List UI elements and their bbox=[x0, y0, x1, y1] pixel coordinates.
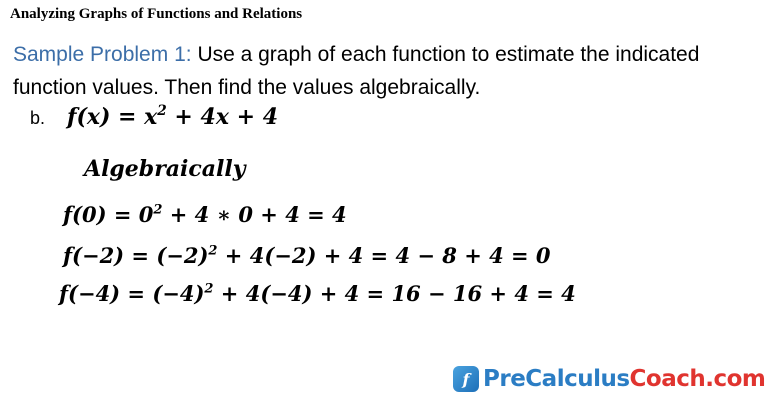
problem-text: Use a graph of each function to estimate the indicated function values. Then find the values algebraically. bbox=[13, 43, 700, 99]
part-b-marker: b. bbox=[30, 108, 46, 128]
equation-rhs: + 4x + 4 bbox=[166, 104, 279, 130]
evaluation-line-1 bbox=[63, 202, 347, 227]
equation-exponent: 2 bbox=[157, 103, 167, 120]
logo-text-part2: Coach.com bbox=[629, 366, 765, 392]
eval-2-right: + 4(−2) + 4 = 4 − 8 + 4 = 0 bbox=[217, 243, 551, 268]
eval-3-right: + 4(−4) + 4 = 16 − 16 + 4 = 4 bbox=[213, 281, 576, 306]
algebraically-heading: Algebraically bbox=[84, 156, 246, 182]
evaluation-line-2 bbox=[63, 243, 551, 268]
eval-2-exponent: 2 bbox=[208, 243, 218, 259]
evaluation-line-3 bbox=[59, 281, 576, 306]
eval-2-left: f(−2) = (−2) bbox=[63, 243, 209, 268]
slide-header: Analyzing Graphs of Functions and Relations bbox=[10, 6, 303, 22]
eval-3-left: f(−4) = (−4) bbox=[59, 281, 205, 306]
function-badge-icon: f bbox=[453, 366, 479, 392]
brand-logo bbox=[453, 366, 765, 392]
eval-1-right: + 4 ∗ 0 + 4 = 4 bbox=[162, 202, 347, 227]
logo-wordmark bbox=[483, 366, 765, 392]
function-equation bbox=[67, 104, 278, 130]
problem-statement bbox=[13, 38, 713, 104]
eval-1-exponent: 2 bbox=[153, 202, 163, 218]
eval-1-left: f(0) = 0 bbox=[63, 202, 154, 227]
eval-3-exponent: 2 bbox=[204, 281, 214, 297]
problem-label: Sample Problem 1: bbox=[13, 43, 192, 66]
equation-lhs: f(x) = x bbox=[67, 104, 158, 130]
logo-text-part1: PreCalculus bbox=[483, 366, 630, 392]
